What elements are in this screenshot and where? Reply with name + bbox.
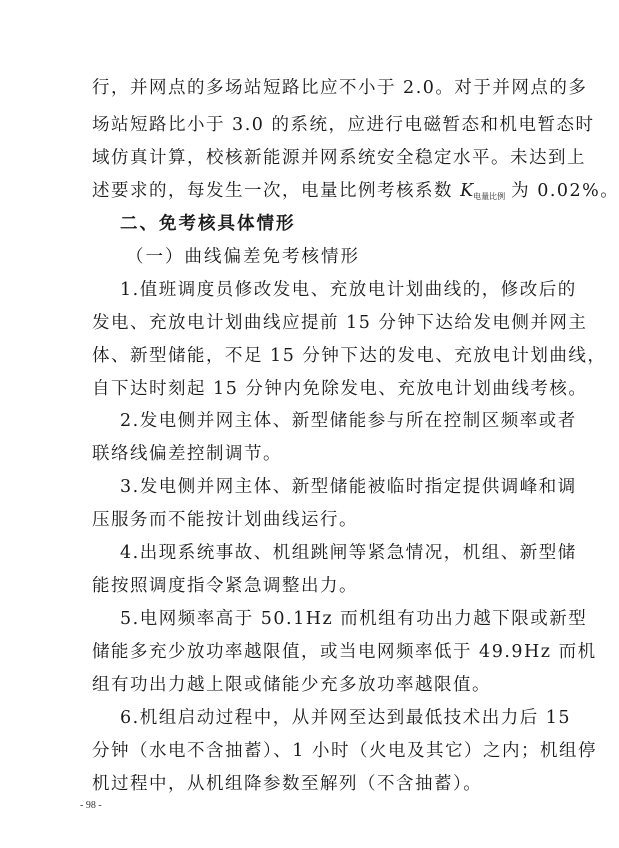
subsection-heading: （一）曲线偏差免考核情形 (126, 247, 360, 267)
paragraph-line: 3.发电侧并网主体、新型储能被临时指定提供调峰和调 (120, 477, 577, 497)
paragraph-line: 5.电网频率高于 50.1Hz 而机组有功出力越下限或新型 (120, 609, 588, 629)
paragraph-line: 机过程中，从机组降参数至解列（不含抽蓄）。 (92, 774, 483, 794)
paragraph-line: 组有功出力越上限或储能少充多放功率越限值。 (92, 675, 491, 695)
paragraph-line: 压服务而不能按计划曲线运行。 (92, 510, 358, 530)
paragraph-line: 储能多充少放功率越限值，或当电网频率低于 49.9Hz 而机 (92, 642, 597, 662)
paragraph-line: 场站短路比小于 3.0 的系统，应进行电磁暂态和机电暂态时 (92, 115, 595, 135)
page-number: - 98 - (80, 800, 102, 811)
paragraph-line: 2.发电侧并网主体、新型储能参与所在控制区频率或者 (120, 411, 577, 431)
paragraph-line-text: 述要求的，每发生一次，电量比例考核系数 (92, 181, 453, 201)
paragraph-line: 域仿真计算，校核新能源并网系统安全稳定水平。未达到上 (92, 148, 586, 168)
paragraph-line: 能按照调度指令紧急调整出力。 (92, 576, 358, 596)
paragraph-line: 发电、充放电计划曲线应提前 15 分钟下达给发电侧并网主 (92, 313, 588, 333)
paragraph-line: 1.值班调度员修改发电、充放电计划曲线的，修改后的 (120, 280, 577, 300)
paragraph-line: 6.机组启动过程中，从并网至达到最低技术出力后 15 (120, 708, 572, 728)
paragraph-line: 4.出现系统事故、机组跳闸等紧急情况，机组、新型储 (120, 543, 577, 563)
coefficient-subscript: 电量比例 (473, 192, 506, 201)
paragraph-line-with-coefficient (92, 180, 619, 208)
section-heading: 二、免考核具体情形 (120, 214, 296, 234)
paragraph-line: 分钟（水电不含抽蓄）、1 小时（火电及其它）之内；机组停 (92, 741, 597, 761)
paragraph-line: 自下达时刻起 15 分钟内免除发电、充放电计划曲线考核。 (92, 379, 588, 399)
coefficient-value: 为 0.02%。 (511, 181, 619, 201)
paragraph-line: 行，并网点的多场站短路比应不小于 2.0。对于并网点的多 (92, 78, 588, 98)
paragraph-line: 体、新型储能，不足 15 分钟下达的发电、充放电计划曲线， (92, 346, 607, 366)
coefficient-symbol: K (460, 181, 474, 201)
paragraph-line: 联络线偏差控制调节。 (92, 444, 282, 464)
